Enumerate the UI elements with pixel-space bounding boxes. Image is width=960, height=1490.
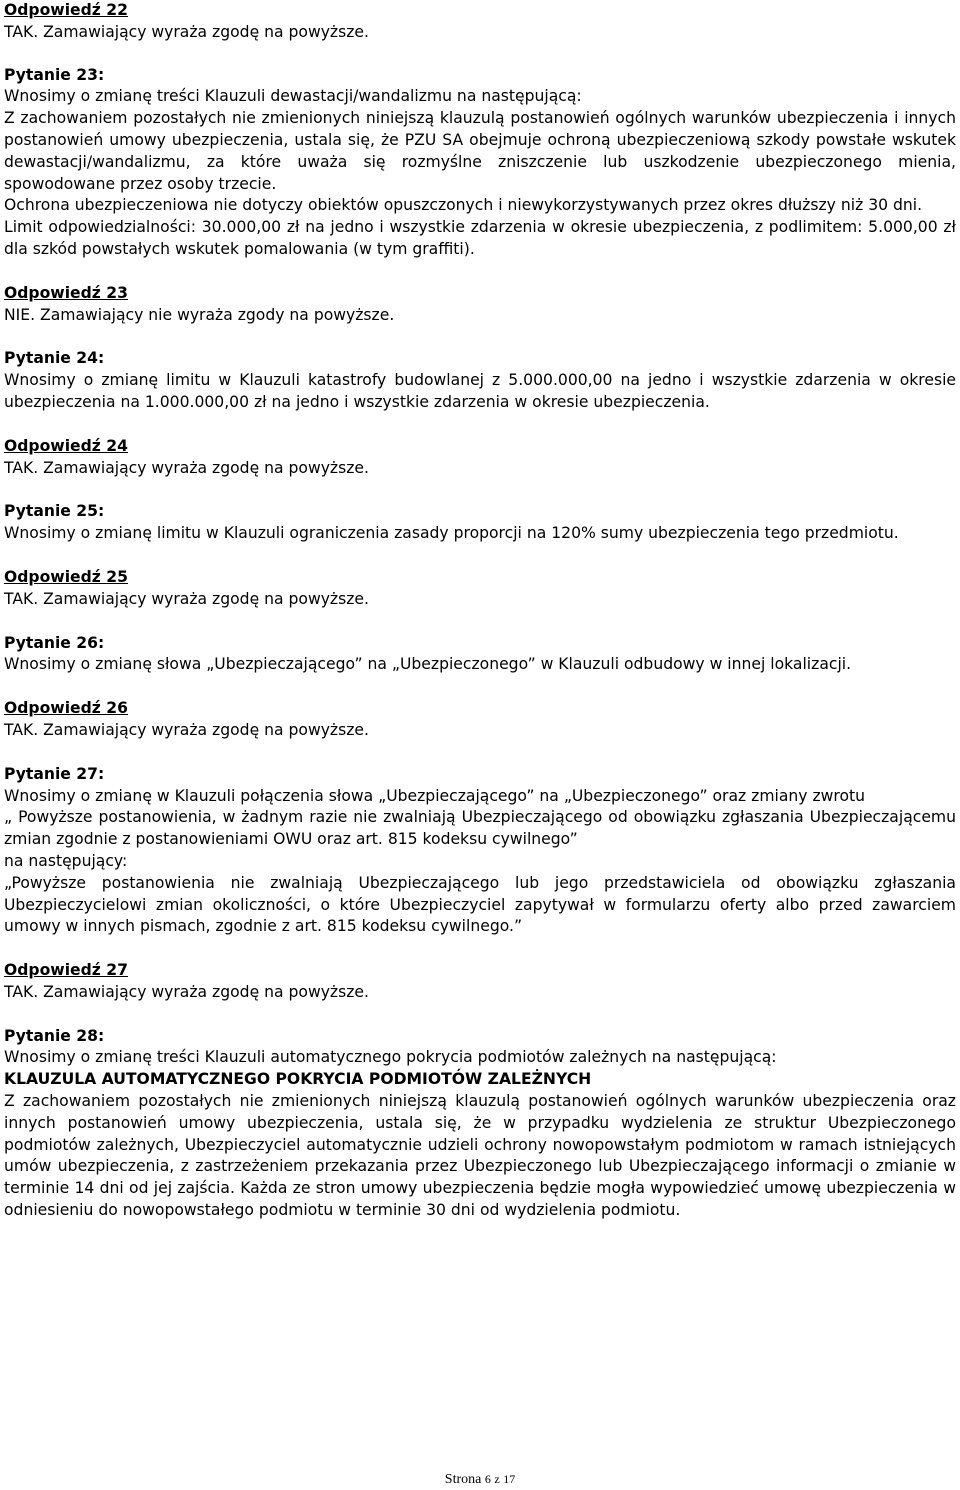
- question-paragraph: Limit odpowiedzialności: 30.000,00 zł na jedno i wszystkie zdarzenia w okresie ubezpieczenia, z podlimitem: 5.000,00 zł dla szkód powstałych wskutek pomalowania (w tym graffiti).: [4, 218, 956, 258]
- answer-22: [4, 0, 956, 44]
- answer-heading: Odpowiedź 23: [4, 283, 128, 302]
- answer-text: TAK. Zamawiający wyraża zgodę na powyższe.: [4, 22, 369, 41]
- answer-text: NIE. Zamawiający nie wyraża zgody na powyższe.: [4, 305, 395, 324]
- question-line: Wnosimy o zmianę treści Klauzuli automatycznego pokrycia podmiotów zależnych na następującą:: [4, 1048, 777, 1067]
- question-paragraph: Z zachowaniem pozostałych nie zmienionych niniejszą klauzulą postanowień ogólnych warunków ubezpieczenia i innych postanowień umowy ubezpieczenia, ustala się, że PZU SA obejmuje ochroną ubezpieczeniową szkody powstałe wskutek dewastacji/wandalizmu, za które uważa się rozmyślne zniszczenie lub uszkodzenie ubezpieczonego mienia, spowodowane przez osoby trzecie.: [4, 109, 956, 193]
- answer-heading: Odpowiedź 24: [4, 436, 128, 455]
- question-heading: Pytanie 23:: [4, 65, 105, 84]
- clause-title: KLAUZULA AUTOMATYCZNEGO POKRYCIA PODMIOTÓW ZALEŻNYCH: [4, 1070, 592, 1089]
- answer-27: [4, 960, 956, 1004]
- page-total: 17: [503, 1472, 516, 1486]
- question-28: [4, 1026, 956, 1222]
- question-paragraph: „Powyższe postanowienia nie zwalniają Ubezpieczającego lub jego przedstawiciela od obowiązku zgłaszania Ubezpieczycielowi zmian okoliczności, o które Ubezpieczyciel zapytywał w formularzu oferty albo przed zawarciem umowy w innych pismach, zgodnie z art. 815 kodeksu cywilnego.”: [4, 873, 956, 936]
- question-heading: Pytanie 28:: [4, 1026, 105, 1045]
- question-25: [4, 501, 956, 545]
- page-label: Strona: [444, 1472, 482, 1487]
- question-paragraph: Wnosimy o zmianę w Klauzuli połączenia słowa „Ubezpieczającego” na „Ubezpieczonego” oraz zmiany zwrotu: [4, 786, 866, 805]
- answer-text: TAK. Zamawiający wyraża zgodę na powyższe.: [4, 720, 369, 739]
- answer-heading: Odpowiedź 27: [4, 961, 128, 980]
- question-paragraph: Z zachowaniem pozostałych nie zmienionych niniejszą klauzulą postanowień ogólnych warunków ubezpieczenia oraz innych postanowień umowy ubezpieczenia, ustala się, że w przypadku wydzielenia ze struktur Ubezpieczonego podmiotów zależnych, Ubezpieczyciel automatycznie udzieli ochrony nowopowstałym podmiotom w ramach istniejących umów ubezpieczenia, z zastrzeżeniem przekazania przez Ubezpieczonego lub Ubezpieczającego informacji o zmianie w terminie 14 dni od jej zajścia. Każda ze stron umowy ubezpieczenia będzie mogła wypowiedzieć umowę ubezpieczenia w odniesieniu do nowopowstałego podmiotu w terminie 30 dni od wydzielenia podmiotu.: [4, 1092, 956, 1220]
- question-heading: Pytanie 25:: [4, 502, 105, 521]
- question-paragraph: Wnosimy o zmianę limitu w Klauzuli katastrofy budowlanej z 5.000.000,00 na jedno i wszystkie zdarzenia w okresie ubezpieczenia na 1.000.000,00 zł na jedno i wszystkie zdarzenia w okresie ubezpieczenia.: [4, 371, 956, 411]
- answer-text: TAK. Zamawiający wyraża zgodę na powyższe.: [4, 458, 369, 477]
- question-line: Wnosimy o zmianę treści Klauzuli dewastacji/wandalizmu na następującą:: [4, 87, 582, 106]
- question-paragraph: Ochrona ubezpieczeniowa nie dotyczy obiektów opuszczonych i niewykorzystywanych przez okres dłuższy niż 30 dni.: [4, 196, 923, 215]
- question-heading: Pytanie 24:: [4, 349, 105, 368]
- question-24: [4, 348, 956, 413]
- question-heading: Pytanie 26:: [4, 633, 105, 652]
- page-sep: z: [494, 1472, 500, 1486]
- answer-heading: Odpowiedź 25: [4, 567, 128, 586]
- document-body: [4, 0, 956, 1222]
- answer-heading: Odpowiedź 22: [4, 1, 128, 19]
- answer-text: TAK. Zamawiający wyraża zgodę na powyższe.: [4, 982, 369, 1001]
- question-heading: Pytanie 27:: [4, 764, 105, 783]
- answer-25: [4, 567, 956, 611]
- question-paragraph: Wnosimy o zmianę limitu w Klauzuli ograniczenia zasady proporcji na 120% sumy ubezpieczenia tego przedmiotu.: [4, 524, 899, 543]
- answer-text: TAK. Zamawiający wyraża zgodę na powyższe.: [4, 589, 369, 608]
- answer-26: [4, 698, 956, 742]
- page-footer: [0, 1472, 960, 1488]
- answer-heading: Odpowiedź 26: [4, 699, 128, 718]
- page-current: 6: [484, 1472, 491, 1486]
- question-23: [4, 65, 956, 261]
- question-26: [4, 633, 956, 677]
- question-paragraph: Wnosimy o zmianę słowa „Ubezpieczającego” na „Ubezpieczonego” w Klauzuli odbudowy w innej lokalizacji.: [4, 655, 852, 674]
- answer-23: [4, 283, 956, 327]
- answer-24: [4, 436, 956, 480]
- question-27: [4, 764, 956, 938]
- question-paragraph: „ Powyższe postanowienia, w żadnym razie nie zwalniają Ubezpieczającego od obowiązku zgłaszania Ubezpieczającemu zmian zgodnie z postanowieniami OWU oraz art. 815 kodeksu cywilnego”: [4, 808, 956, 849]
- question-line: na następujący:: [4, 851, 128, 870]
